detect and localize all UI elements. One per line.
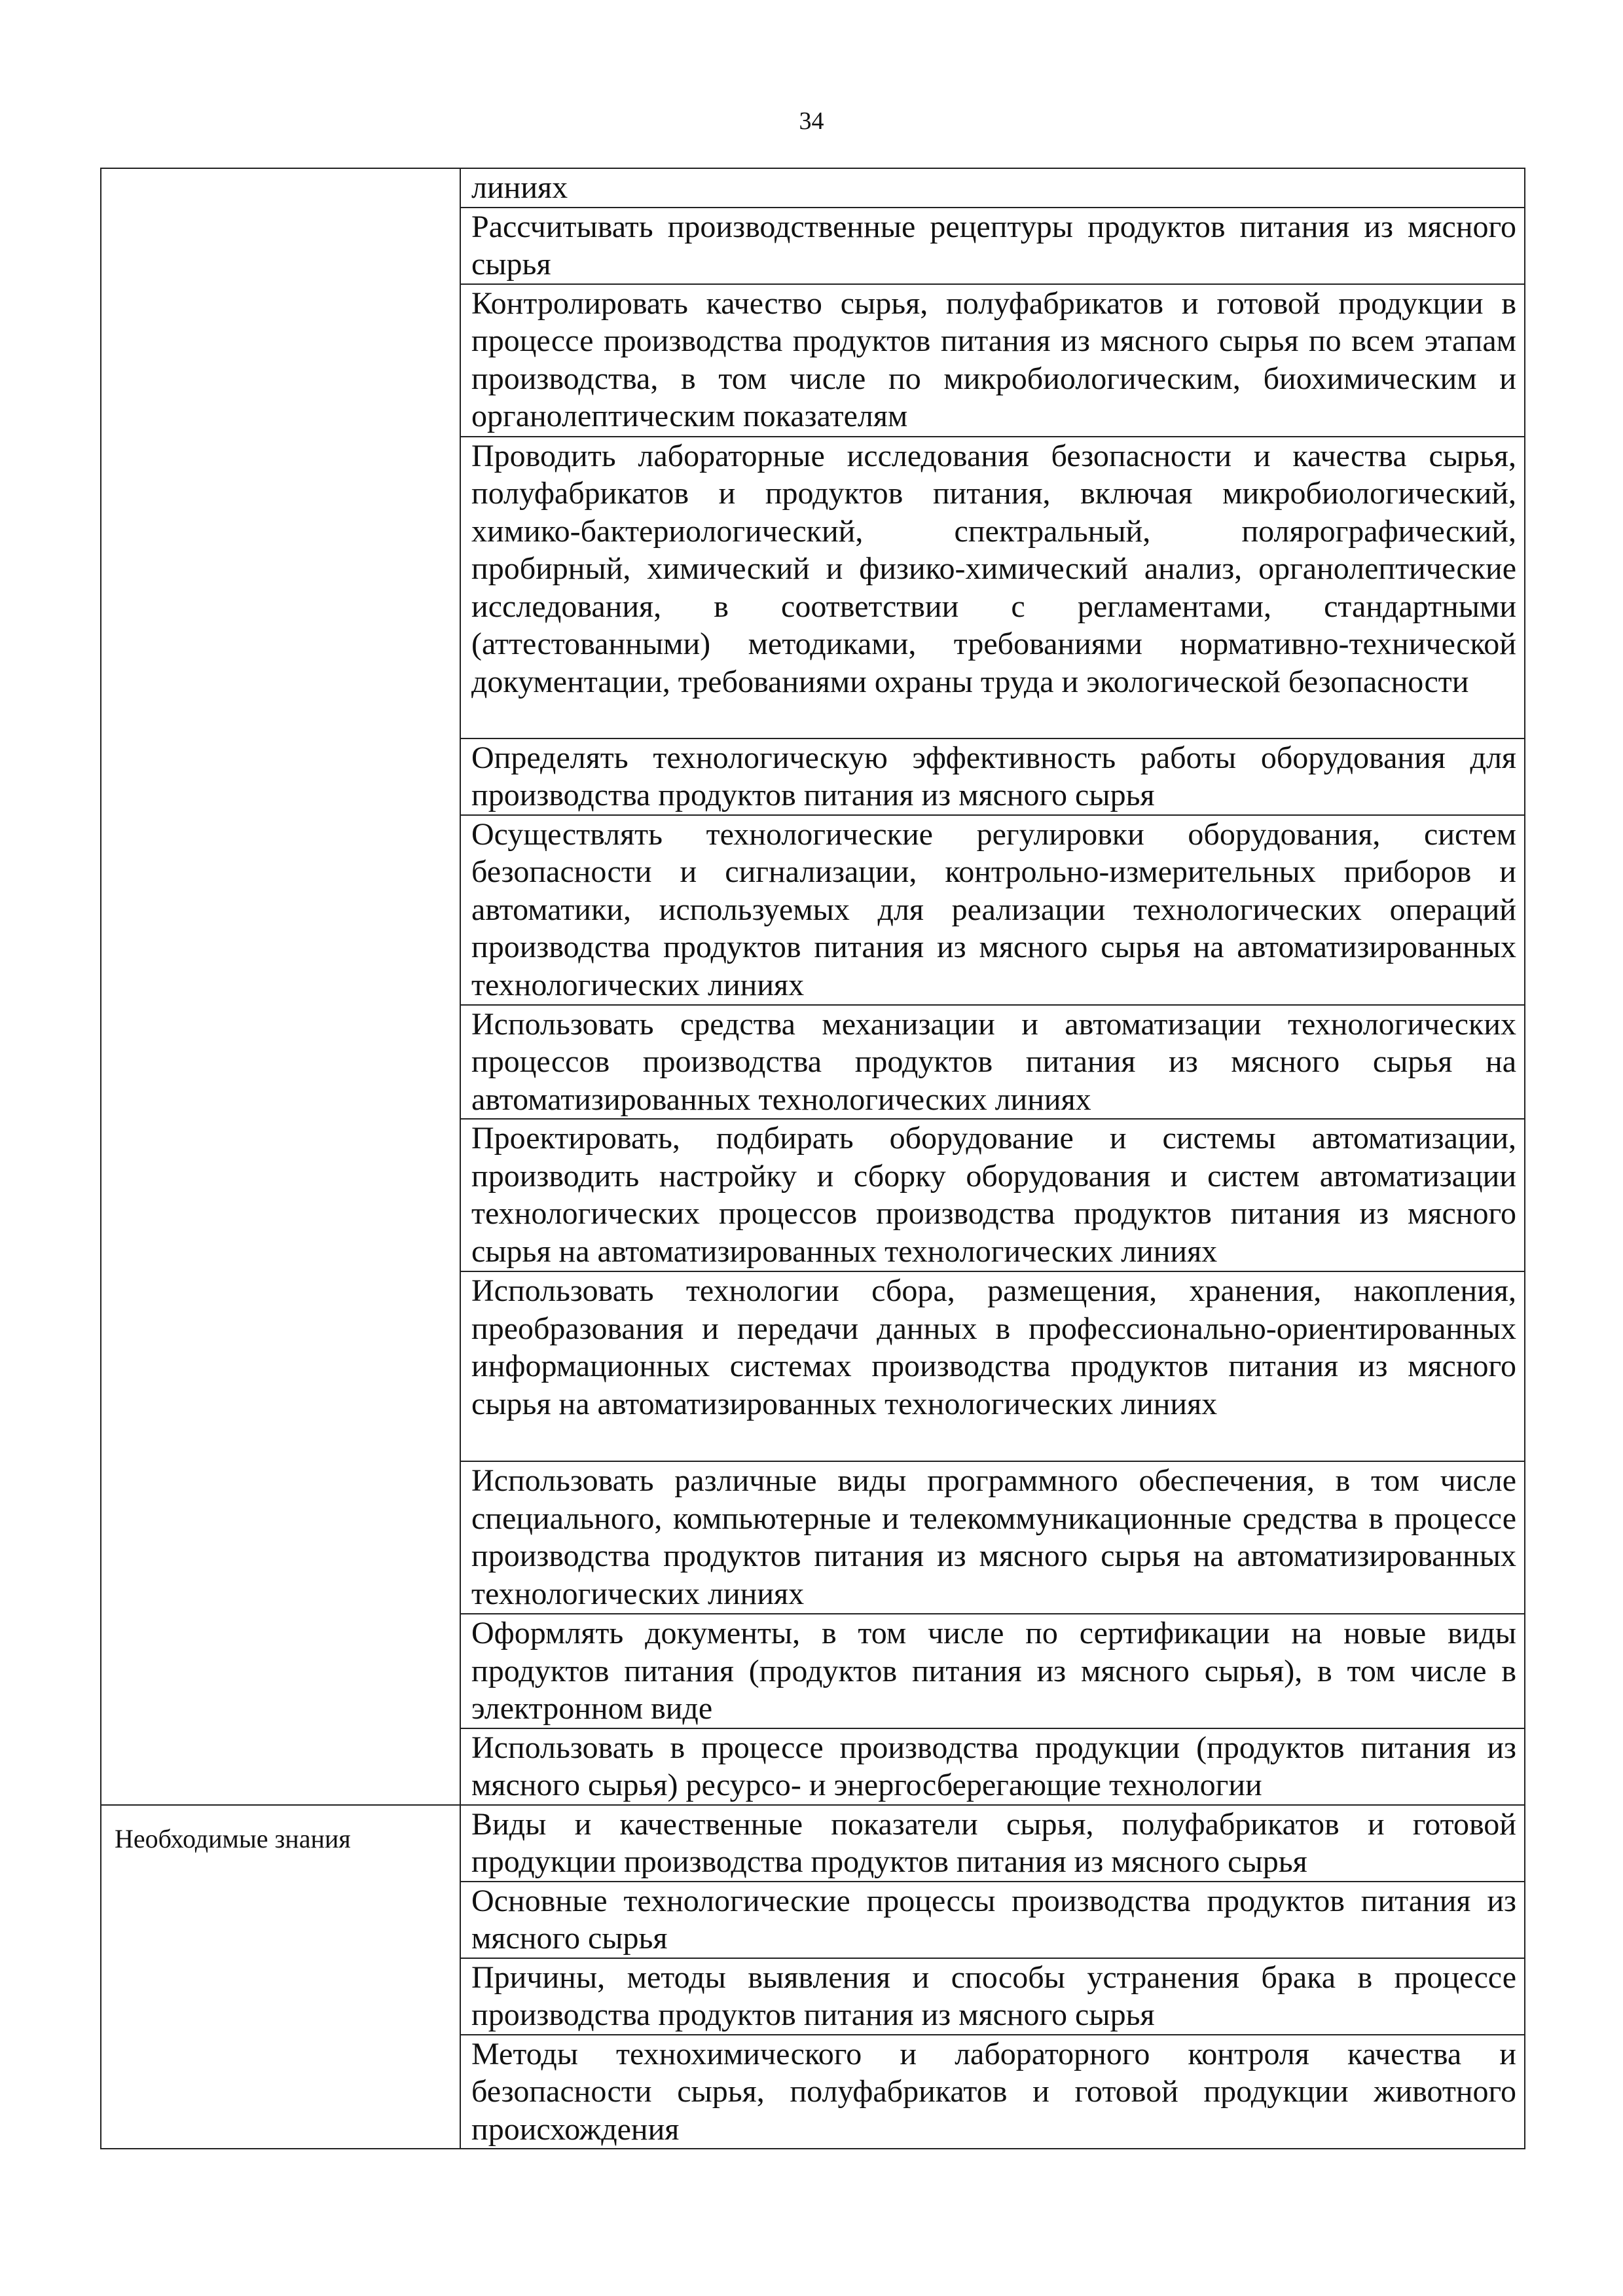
skill-row	[460, 1119, 1525, 1271]
skill-row	[460, 1461, 1525, 1614]
skill-row	[460, 1271, 1525, 1461]
knowledge-text: Причины, методы выявления и способы устранения брака в процессе производства продуктов питания из мясного сырья	[471, 1959, 1516, 2032]
knowledge-label-cell: Необходимые знания	[101, 1805, 460, 2149]
skill-text: Оформлять документы, в том числе по сертификации на новые виды продуктов питания (продуктов питания из мясного сырья), в том числе в электронном виде	[471, 1616, 1516, 1726]
skill-row	[460, 1614, 1525, 1728]
knowledge-row	[460, 2035, 1525, 2149]
skill-text: Проектировать, подбирать оборудование и системы автоматизации, производить настройку и сборку оборудования и систем автоматизации технологических процессов производства продуктов питания из мясного сырья на автоматизированных технологических линиях	[471, 1121, 1516, 1269]
knowledge-text: Методы технохимического и лабораторного контроля качества и безопасности сырья, полуфабрикатов и готовой продукции животного происхождения	[471, 2036, 1516, 2147]
skill-row	[460, 1728, 1525, 1805]
skill-text: Использовать в процессе производства продукции (продуктов питания из мясного сырья) ресурсо- и энергосберегающие технологии	[471, 1730, 1516, 1802]
skill-text: Определять технологическую эффективность работы оборудования для производства продуктов питания из мясного сырья	[471, 740, 1516, 812]
skill-text: Использовать технологии сбора, размещения, хранения, накопления, преобразования и передачи данных в профессионально-ориентированных информационных системах производства продуктов питания из мясного сырья на автоматизированных технологических линиях	[471, 1273, 1516, 1421]
skill-row	[460, 738, 1525, 815]
skill-row	[460, 1005, 1525, 1120]
skill-row	[460, 437, 1525, 738]
skill-row	[460, 284, 1525, 437]
skill-text: линиях	[471, 170, 568, 205]
skill-row	[460, 208, 1525, 284]
skill-text: Использовать различные виды программного обеспечения, в том числе специального, компьютерные и телекоммуникационные средства в процессе производства продуктов питания из мясного сырья на автоматизированных технологических линиях	[471, 1463, 1516, 1611]
requirements-table	[100, 168, 1525, 2149]
skill-text: Проводить лабораторные исследования безопасности и качества сырья, полуфабрикатов и продуктов питания, включая микробиологический, химико-бактериологический, спектральный, полярографический, пробирный, химический и физико-химический анализ, органолептические исследования, в соответствии с регламентами, стандартными (аттестованными) методиками, требованиями нормативно-технической документации, требованиями охраны труда и экологической безопасности	[471, 438, 1516, 699]
page-number: 34	[799, 107, 824, 135]
skill-text: Использовать средства механизации и автоматизации технологических процессов производства продуктов питания из мясного сырья на автоматизированных технологических линиях	[471, 1006, 1516, 1117]
knowledge-row	[460, 1805, 1525, 1882]
skill-text: Осуществлять технологические регулировки оборудования, систем безопасности и сигнализации, контрольно-измерительных приборов и автоматики, используемых для реализации технологических операций производства продуктов питания из мясного сырья на автоматизированных технологических линиях	[471, 816, 1516, 1002]
knowledge-text: Основные технологические процессы производства продуктов питания из мясного сырья	[471, 1883, 1516, 1956]
knowledge-text: Виды и качественные показатели сырья, полуфабрикатов и готовой продукции производства продуктов питания из мясного сырья	[471, 1806, 1516, 1879]
skill-row	[460, 815, 1525, 1005]
knowledge-row	[460, 1882, 1525, 1958]
skill-text: Контролировать качество сырья, полуфабрикатов и готовой продукции в процессе производства продуктов питания из мясного сырья по всем этапам производства, в том числе по микробиологическим, биохимическим и органолептическим показателям	[471, 285, 1516, 433]
skill-text: Рассчитывать производственные рецептуры продуктов питания из мясного сырья	[471, 209, 1516, 282]
skills-label-cell	[101, 168, 460, 1805]
knowledge-row	[460, 1958, 1525, 2035]
skill-row	[460, 168, 1525, 208]
